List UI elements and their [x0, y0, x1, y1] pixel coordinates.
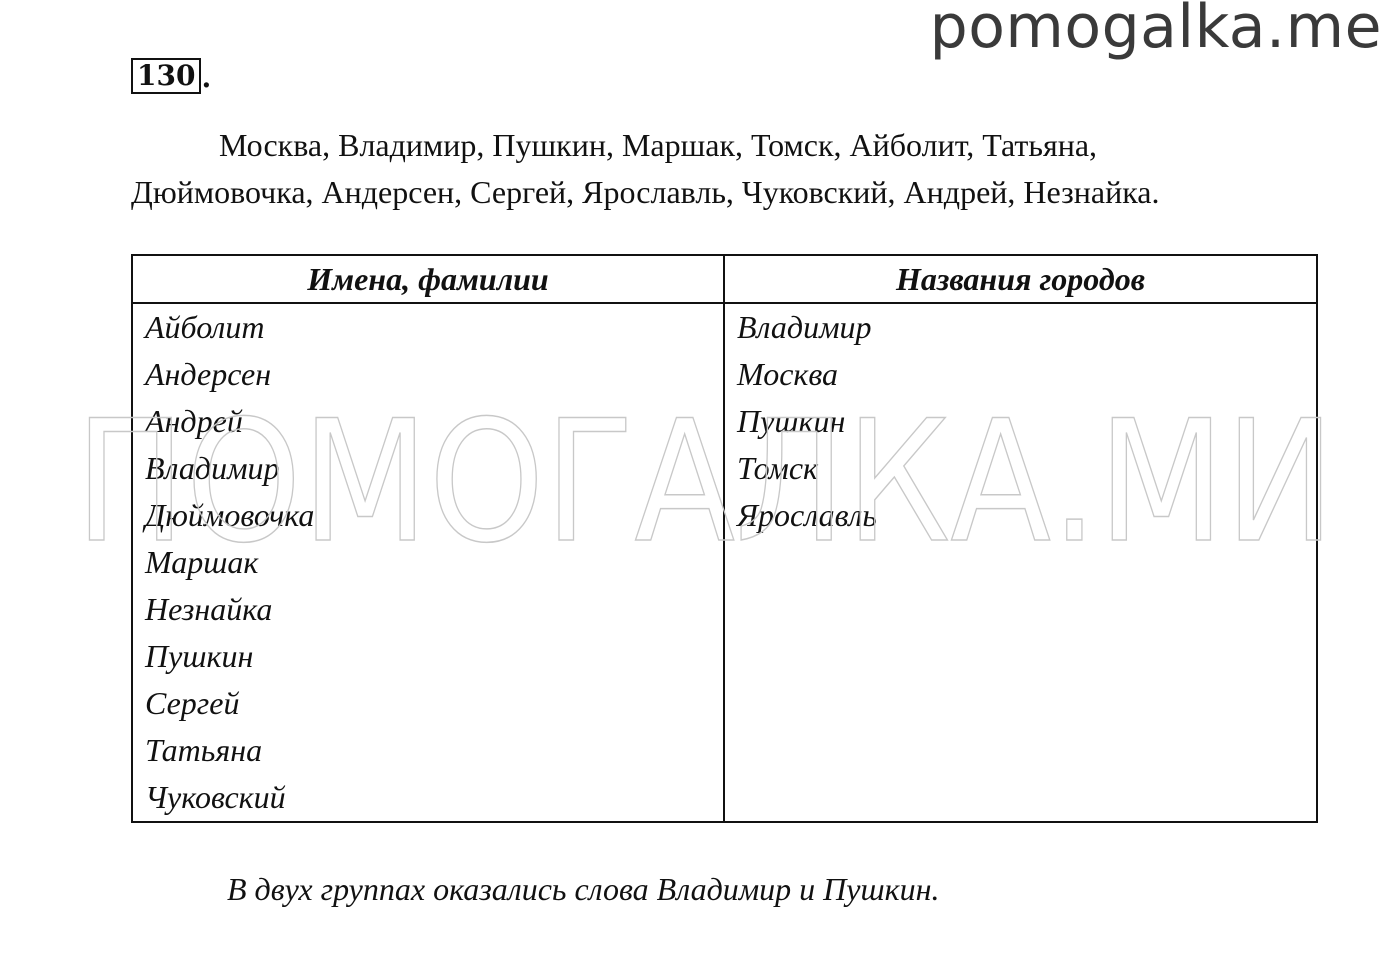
- list-item: Андрей: [145, 403, 243, 439]
- list-item: Сергей: [145, 685, 240, 721]
- list-item: Маршак: [145, 544, 259, 580]
- task-number: [131, 58, 211, 94]
- list-item: Томск: [737, 450, 819, 486]
- watermark-text: ПОМОГАЛКА.МИ: [75, 395, 1335, 570]
- list-item: Владимир: [737, 309, 872, 345]
- list-item: Чуковский: [145, 779, 286, 815]
- list-item: Ярославль: [737, 497, 877, 533]
- list-item: Андерсен: [145, 356, 272, 392]
- names-list: [145, 304, 711, 821]
- list-item: Дюймовочка: [145, 497, 315, 533]
- cities-list: [737, 304, 1304, 539]
- site-logo: pomogalka.me: [929, 0, 1382, 62]
- list-item: Незнайка: [145, 591, 273, 627]
- list-item: Пушкин: [145, 638, 254, 674]
- task-number-box: 130: [131, 58, 201, 94]
- table-body-row: [132, 303, 1317, 822]
- list-item: Москва: [737, 356, 839, 392]
- list-item: Владимир: [145, 450, 280, 486]
- header-names: Имена, фамилии: [132, 255, 724, 303]
- conclusion-text: В двух группах оказались слова Владимир и Пушкин.: [227, 871, 940, 907]
- table-header-row: [132, 255, 1317, 303]
- list-item: Татьяна: [145, 732, 263, 768]
- names-column: [132, 303, 724, 822]
- header-cities: Названия городов: [724, 255, 1317, 303]
- cities-column: [724, 303, 1317, 822]
- list-item: Пушкин: [737, 403, 846, 439]
- sorting-table: [131, 254, 1318, 823]
- word-list: Москва, Владимир, Пушкин, Маршак, Томск, Айболит, Татьяна, Дюймовочка, Андерсен, Сергей, Ярославль, Чуковский, Андрей, Незнайка.: [131, 127, 1160, 210]
- list-item: Айболит: [145, 309, 265, 345]
- task-number-suffix: .: [201, 61, 212, 94]
